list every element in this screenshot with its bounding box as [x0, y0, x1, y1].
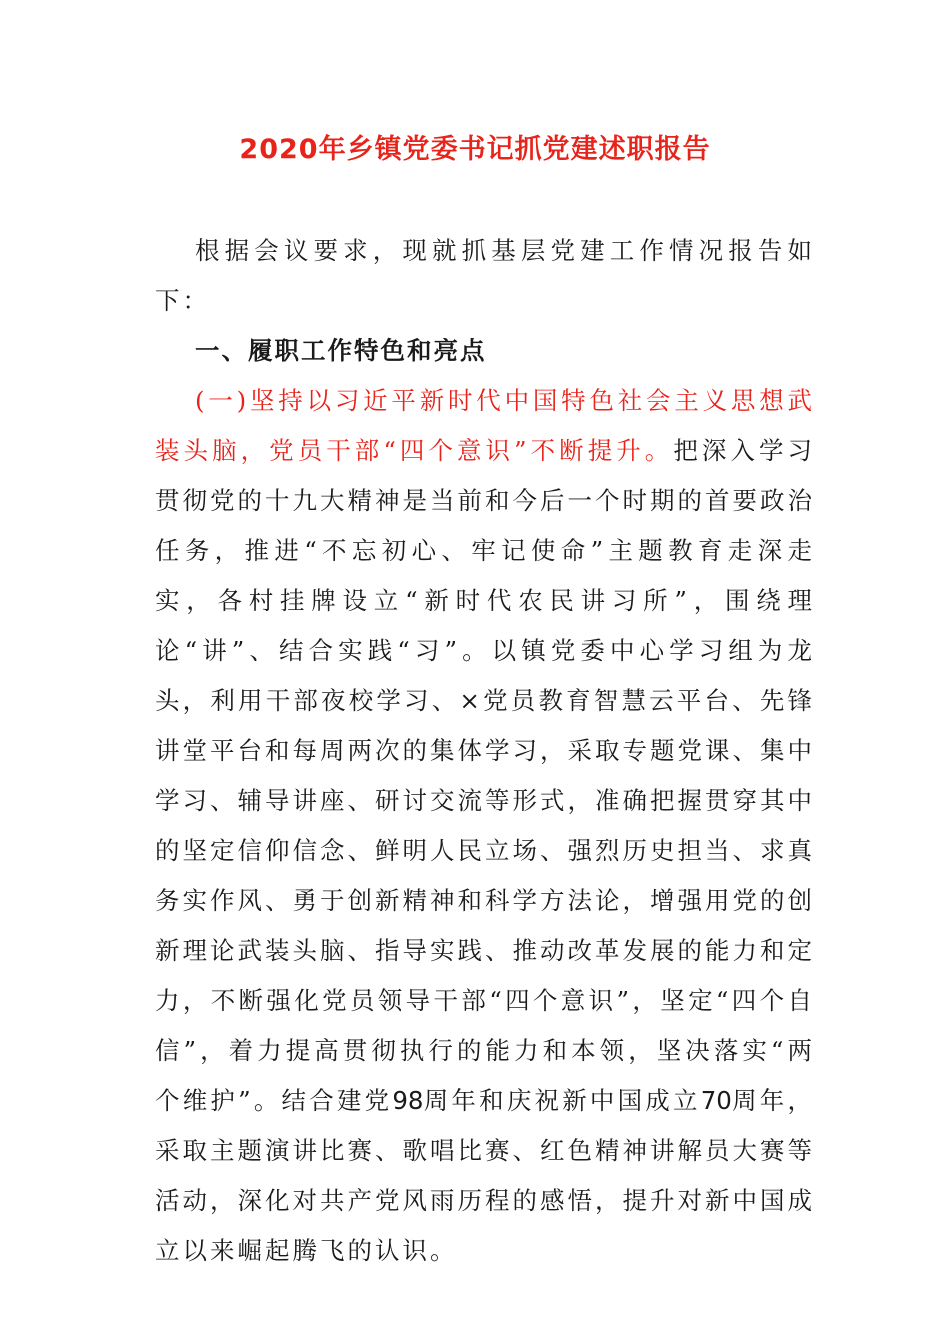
paragraph-1	[155, 376, 815, 1276]
document-title: 2020年乡镇党委书记抓党建述职报告	[239, 134, 711, 165]
number-70: 70	[700, 1086, 732, 1115]
intro-paragraph: 根据会议要求，现就抓基层党建工作情况报告如下：	[155, 236, 815, 315]
subsection-heading-1: (一)坚持以习近平新时代中国特色社会主义思想武装头脑，党员干部“四个意识”不断提升。	[155, 386, 815, 465]
number-98: 98	[392, 1086, 424, 1115]
paragraph-1-text-b: 周年和庆祝新中国成立	[423, 1086, 701, 1115]
document-body	[155, 226, 815, 1276]
section-heading-1: 一、履职工作特色和亮点	[195, 336, 487, 365]
paragraph-1-text-c: 周年，采取主题演讲比赛、歌唱比赛、红色精神讲解员大赛等活动，深化对共产党风雨历程的感悟，提升对新中国成立以来崛起腾飞的认识。	[155, 1086, 816, 1265]
paragraph-1-text-a: 把深入学习贯彻党的十九大精神是当前和今后一个时期的首要政治任务，推进“不忘初心、牢记使命”主题教育走深走实，各村挂牌设立“新时代农民讲习所”，围绕理论“讲”、结合实践“习”。以镇党委中心学习组为龙头，利用干部夜校学习、×党员教育智慧云平台、先锋讲堂平台和每周两次的集体学习，采取专题党课、集中学习、辅导讲座、研讨交流等形式，准确把握贯穿其中的坚定信仰信念、鲜明人民立场、强烈历史担当、求真务实作风、勇于创新精神和科学方法论，增强用党的创新理论武装头脑、指导实践、推动改革发展的能力和定力，不断强化党员领导干部“四个意识”，坚定“四个自信”，着力提高贯彻执行的能力和本领，坚决落实“两个维护”。结合建党	[155, 436, 815, 1115]
